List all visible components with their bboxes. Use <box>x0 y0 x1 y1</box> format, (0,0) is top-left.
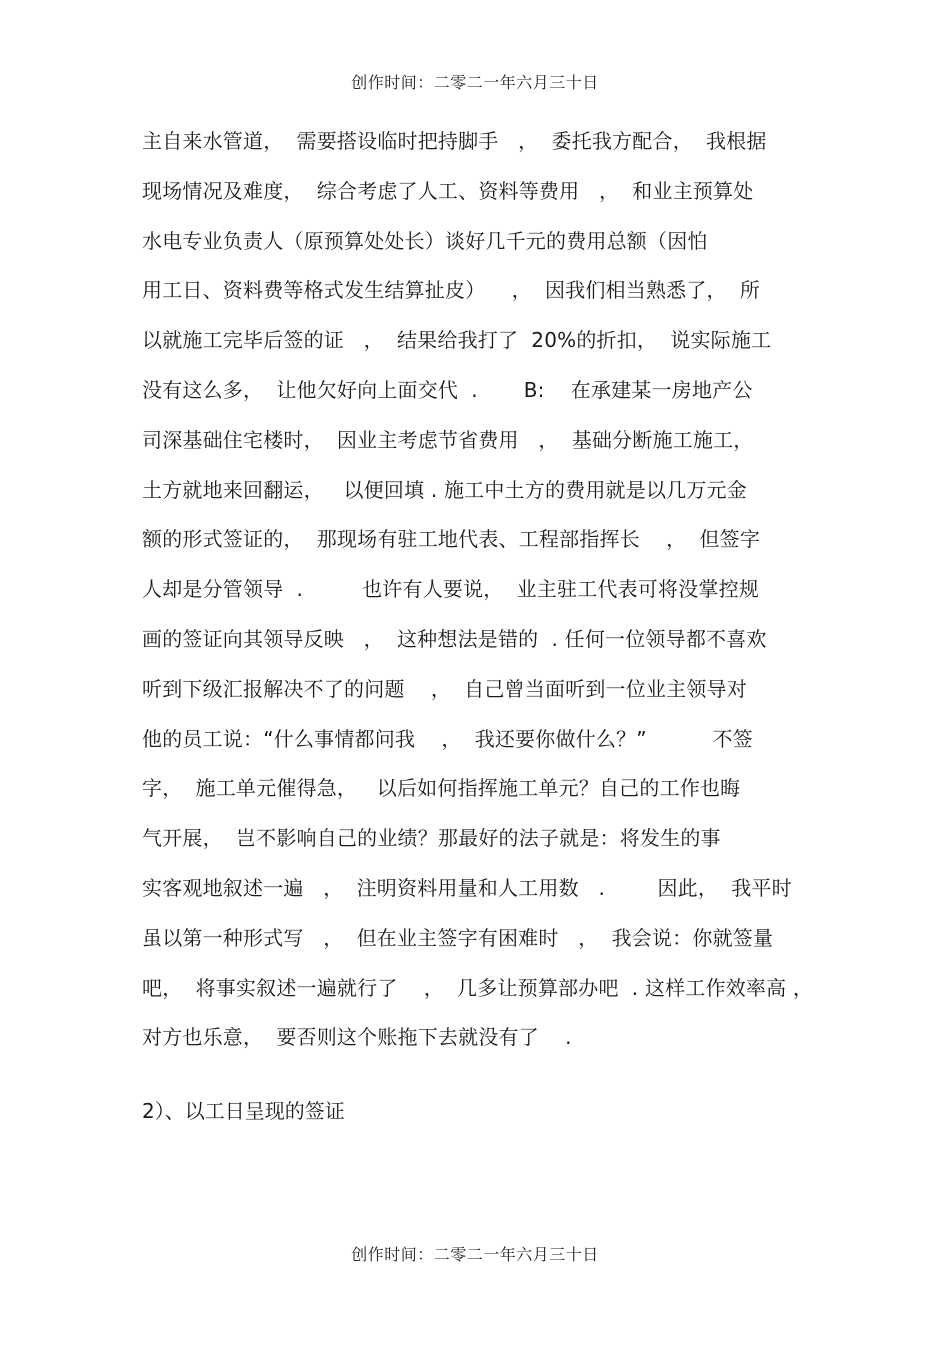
section-heading: 2）、以工日呈现的签证 <box>142 1099 345 1123</box>
text-line: 现场情况及难度， 综合考虑了人工、资料等费用 ， 和业主预算处 <box>142 178 754 203</box>
body-paragraph <box>142 125 832 1071</box>
text-line: 以就施工完毕后签的证 ， 结果给我打了 20%的折扣， 说实际施工 <box>142 328 772 353</box>
text-line: 气开展， 岂不影响自己的业绩？那最好的法子就是：将发生的事 <box>142 826 721 851</box>
text-line: 他的员工说：“什么事情都问我 ， 我还要你做什么？” 不签 <box>142 726 753 751</box>
text-line: 实客观地叙述一遍 ， 注明资料用量和人工用数 . 因此， 我平时 <box>142 875 792 900</box>
text-line: 额的形式签证的， 那现场有驻工地代表、工程部指挥长 ， 但签字 <box>142 527 761 552</box>
text-line: 用工日、资料费等格式发生结算扯皮） ， 因我们相当熟悉了， 所 <box>142 278 761 303</box>
text-line: 吧， 将事实叙述一遍就行了 ， 几多让预算部办吧 . 这样工作效率高 ， <box>142 975 814 1000</box>
text-line: 字， 施工单元催得急， 以后如何指挥施工单元？自己的工作也晦 <box>142 776 741 801</box>
text-line: 没有这么多， 让他欠好向上面交代 . B: 在承建某一房地产公 <box>142 377 753 402</box>
text-line: 听到下级汇报解决不了的问题 ， 自己曾当面听到一位业主领导对 <box>142 676 747 701</box>
text-line: 对方也乐意， 要否则这个账拖下去就没有了 . <box>142 1025 572 1050</box>
page-header: 创作时间：二零二一年六月三十日 <box>351 73 599 92</box>
text-line: 水电专业负责人（原预算处处长）谈好几千元的费用总额（因怕 <box>142 228 708 253</box>
text-line: 画的签证向其领导反映 ， 这种想法是错的 . 任何一位领导都不喜欢 <box>142 626 767 651</box>
text-line: 主自来水管道， 需要搭设临时把持脚手 ， 委托我方配合， 我根据 <box>142 129 767 153</box>
page-footer: 创作时间：二零二一年六月三十日 <box>351 1245 599 1264</box>
text-line: 司深基础住宅楼时， 因业主考虑节省费用 ， 基础分断施工施工， <box>142 427 754 452</box>
text-line: 土方就地来回翻运， 以便回填 . 施工中土方的费用就是以几万元金 <box>142 477 747 502</box>
text-line: 人却是分管领导 . 也许有人要说， 业主驻工代表可将没掌控规 <box>142 577 760 602</box>
text-line: 虽以第一种形式写 ， 但在业主签字有困难时 ， 我会说：你就签量 <box>142 925 774 950</box>
